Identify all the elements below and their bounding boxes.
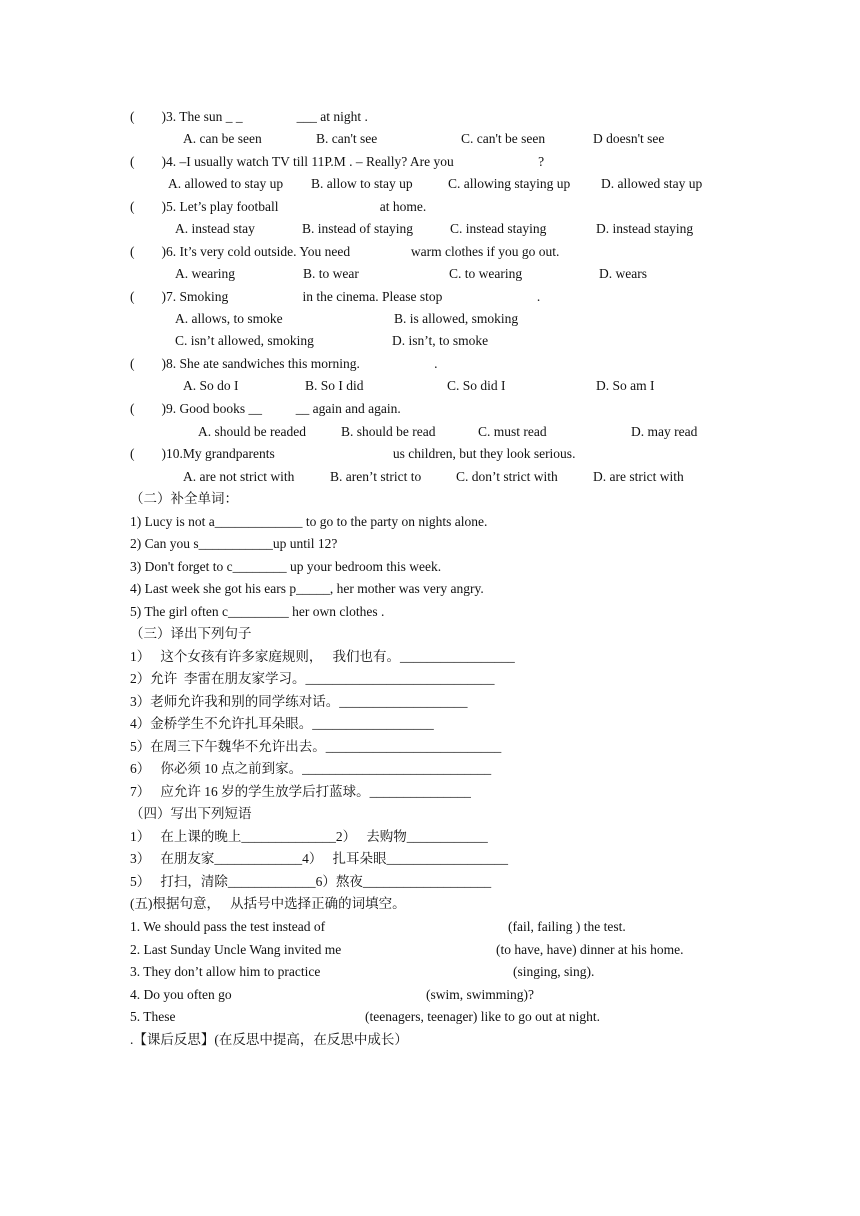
option-c: C. allowing staying up bbox=[448, 176, 571, 191]
mc-question-6: ( )6. It’s very cold outside. You need warm clothes if you go out. bbox=[130, 244, 560, 259]
sentence-start: 3. They don’t allow him to practice bbox=[130, 964, 321, 979]
option-b: B. is allowed, smoking bbox=[394, 311, 519, 326]
mc-options-8 bbox=[0, 378, 860, 394]
mc-options-4 bbox=[0, 176, 860, 192]
option-b: B. to wear bbox=[303, 266, 359, 281]
option-b: B. instead of staying bbox=[302, 221, 413, 236]
fill-word-line: 5) The girl often c_________ her own clothes . bbox=[130, 604, 385, 619]
translate-line: 4）金桥学生不允许扎耳朵眼。__________________ bbox=[130, 716, 434, 731]
sentence-choice: (swim, swimming)? bbox=[426, 987, 534, 1002]
sentence-start: 1. We should pass the test instead of bbox=[130, 919, 326, 934]
mc-options-9 bbox=[0, 424, 860, 440]
section-2-title: （二）补全单词： bbox=[130, 491, 238, 506]
translate-line: 3）老师允许我和别的同学练对话。___________________ bbox=[130, 694, 468, 709]
option-b: B. aren’t strict to bbox=[330, 469, 422, 484]
sentence-start: 4. Do you often go bbox=[130, 987, 232, 1002]
option-a: A. should be readed bbox=[198, 424, 306, 439]
mc-options-5 bbox=[0, 221, 860, 237]
translate-line: 5）在周三下午魏华不允许出去。__________________________ bbox=[130, 739, 502, 754]
choose-word-line bbox=[0, 919, 860, 935]
mc-question-9: ( )9. Good books __ __ again and again. bbox=[130, 401, 401, 416]
option-a: A. instead stay bbox=[175, 221, 255, 236]
mc-question-10: ( )10.My grandparents us children, but they look serious. bbox=[130, 446, 576, 461]
option-a: A. allows, to smoke bbox=[175, 311, 283, 326]
section-4-title: （四）写出下列短语 bbox=[130, 806, 252, 821]
option-d: D. isn’t, to smoke bbox=[392, 333, 489, 348]
fill-word-line: 2) Can you s___________up until 12? bbox=[130, 536, 338, 551]
mc-question-4: ( )4. –I usually watch TV till 11P.M . – Really? Are you ? bbox=[130, 154, 545, 169]
option-d: D. are strict with bbox=[593, 469, 684, 484]
option-c: C. isn’t allowed, smoking bbox=[175, 333, 314, 348]
option-a: A. wearing bbox=[175, 266, 235, 281]
fill-word-line: 4) Last week she got his ears p_____, her mother was very angry. bbox=[130, 581, 484, 596]
choose-word-line bbox=[0, 964, 860, 980]
option-d: D. may read bbox=[631, 424, 698, 439]
option-c: C. So did I bbox=[447, 378, 506, 393]
option-a: A. So do I bbox=[183, 378, 239, 393]
option-c: C. can't be seen bbox=[461, 131, 546, 146]
option-a: A. can be seen bbox=[183, 131, 262, 146]
option-c: C. to wearing bbox=[449, 266, 523, 281]
translate-line: 6） 你必须 10 点之前到家。____________________________ bbox=[130, 761, 492, 776]
section-3-title: （三）译出下列句子 bbox=[130, 626, 252, 641]
sentence-start: 5. These bbox=[130, 1009, 176, 1024]
phrase-line: 1） 在上课的晚上______________2） 去购物____________ bbox=[130, 829, 488, 844]
option-d: D. wears bbox=[599, 266, 647, 281]
choose-word-line bbox=[0, 942, 860, 958]
option-b: B. can't see bbox=[316, 131, 378, 146]
sentence-choice: (teenagers, teenager) like to go out at night. bbox=[365, 1009, 601, 1024]
option-a: A. allowed to stay up bbox=[168, 176, 284, 191]
mc-options-10 bbox=[0, 469, 860, 485]
fill-word-line: 3) Don't forget to c________ up your bedroom this week. bbox=[130, 559, 442, 574]
option-d: D doesn't see bbox=[593, 131, 665, 146]
fill-word-line: 1) Lucy is not a_____________ to go to the party on nights alone. bbox=[130, 514, 488, 529]
choose-word-line bbox=[0, 1009, 860, 1025]
sentence-choice: (singing, sing). bbox=[513, 964, 595, 979]
mc-options-7-row2 bbox=[0, 333, 860, 349]
option-d: D. allowed stay up bbox=[601, 176, 703, 191]
option-d: D. So am I bbox=[596, 378, 655, 393]
option-d: D. instead staying bbox=[596, 221, 694, 236]
sentence-choice: (to have, have) dinner at his home. bbox=[496, 942, 684, 957]
mc-question-3: ( )3. The sun _ _ ___ at night . bbox=[130, 109, 368, 124]
option-c: C. don’t strict with bbox=[456, 469, 558, 484]
reflection-heading: .【课后反思】(在反思中提高，在反思中成长） bbox=[130, 1032, 408, 1047]
translate-line: 7） 应允许 16 岁的学生放学后打蓝球。_______________ bbox=[130, 784, 471, 799]
phrase-line: 5） 打扫，清除_____________6）熬夜___________________ bbox=[130, 874, 492, 889]
translate-line: 1） 这个女孩有许多家庭规则， 我们也有。_________________ bbox=[130, 649, 515, 664]
option-a: A. are not strict with bbox=[183, 469, 295, 484]
mc-question-5: ( )5. Let’s play football at home. bbox=[130, 199, 427, 214]
mc-options-7-row1 bbox=[0, 311, 860, 327]
sentence-start: 2. Last Sunday Uncle Wang invited me bbox=[130, 942, 342, 957]
option-b: B. So I did bbox=[305, 378, 364, 393]
section-5-title: (五)根据句意， 从括号中选择正确的词填空。 bbox=[130, 896, 406, 911]
mc-question-8: ( )8. She ate sandwiches this morning. . bbox=[130, 356, 438, 371]
mc-question-7: ( )7. Smoking in the cinema. Please stop . bbox=[130, 289, 541, 304]
phrase-line: 3） 在朋友家_____________4） 扎耳朵眼__________________ bbox=[130, 851, 508, 866]
option-b: B. allow to stay up bbox=[311, 176, 413, 191]
sentence-choice: (fail, failing ) the test. bbox=[508, 919, 626, 934]
option-b: B. should be read bbox=[341, 424, 436, 439]
option-c: C. must read bbox=[478, 424, 547, 439]
option-c: C. instead staying bbox=[450, 221, 547, 236]
translate-line: 2）允许 李雷在朋友家学习。____________________________ bbox=[130, 671, 495, 686]
mc-options-3 bbox=[0, 131, 860, 147]
choose-word-line bbox=[0, 987, 860, 1003]
mc-options-6 bbox=[0, 266, 860, 282]
